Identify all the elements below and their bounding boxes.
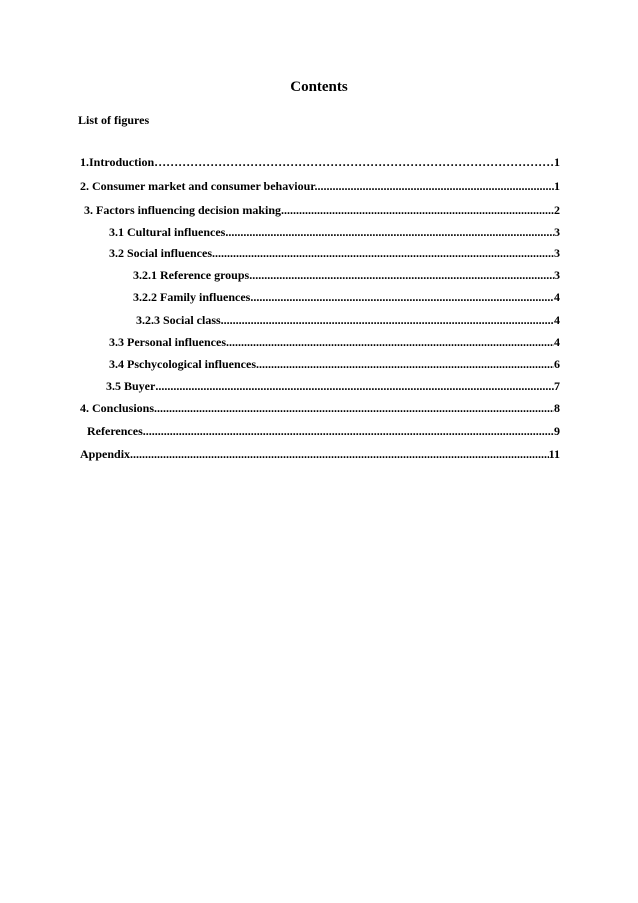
toc-entry-social-class[interactable] [136, 313, 560, 328]
toc-entry-label: 3.1 Cultural influences [109, 225, 226, 239]
toc-entry-factors[interactable] [84, 203, 560, 218]
toc-entry-psychological-influences[interactable] [109, 357, 560, 372]
toc-leader-dots [226, 335, 554, 350]
toc-entry-label: 3.5 Buyer [106, 379, 156, 393]
toc-leader-dots [281, 203, 554, 218]
toc-page-number: 9 [554, 424, 560, 438]
toc-leader-dots [143, 424, 554, 439]
toc-entry-label: 4. Conclusions [80, 401, 155, 415]
toc-leader-dots [256, 357, 554, 372]
toc-entry-label: 3.3 Personal influences [109, 335, 226, 349]
list-of-figures-heading[interactable]: List of figures [78, 113, 150, 127]
toc-leader-dots [130, 447, 549, 462]
toc-entry-reference-groups[interactable] [133, 268, 560, 283]
toc-entry-personal-influences[interactable] [109, 335, 560, 350]
toc-page-number: 2 [554, 203, 560, 217]
toc-leader-dots [212, 246, 554, 261]
toc-entry-label: 3.4 Pschycological influences [109, 357, 256, 371]
toc-leader-dots [317, 179, 554, 194]
toc-page-number: 4 [554, 335, 560, 349]
toc-leader-dots [249, 268, 554, 283]
toc-leader-dots [154, 155, 554, 170]
toc-page-number: 8 [554, 401, 560, 415]
toc-entry-consumer-market[interactable] [80, 179, 560, 194]
toc-page-number: 6 [554, 357, 560, 371]
toc-entry-social-influences[interactable] [109, 246, 560, 261]
toc-entry-introduction[interactable] [80, 155, 560, 170]
toc-page-number: 7 [554, 379, 560, 393]
toc-entry-label: 3.2 Social influences [109, 246, 213, 260]
toc-entry-family-influences[interactable] [133, 290, 560, 305]
toc-leader-dots [224, 313, 554, 328]
toc-page-number: 11 [548, 447, 560, 461]
toc-entry-label: Appendix [80, 447, 131, 461]
toc-page-number: 1 [554, 155, 560, 169]
toc-leader-dots [225, 225, 554, 240]
toc-entry-conclusions[interactable] [80, 401, 560, 416]
toc-entry-label: 3. Factors influencing decision making [84, 203, 282, 217]
toc-entry-buyer[interactable] [106, 379, 560, 394]
page-title: Contents [290, 79, 348, 95]
toc-page-number: 3 [554, 246, 560, 260]
toc-entry-appendix[interactable] [80, 447, 560, 462]
toc-page-number: 3 [554, 225, 560, 239]
toc-leader-dots [250, 290, 554, 305]
toc-entry-references[interactable] [87, 424, 560, 439]
toc-page-number: 4 [554, 290, 560, 304]
toc-entry-label: 2. Consumer market and consumer behaviour. [80, 179, 318, 193]
toc-leader-dots [154, 401, 554, 416]
toc-entry-label: References [87, 424, 143, 438]
toc-entry-label: 1.Introduction [80, 155, 155, 169]
toc-page-number: 4 [554, 313, 560, 327]
toc-entry-label: 3.2.3 Social class. [136, 313, 224, 327]
toc-page-number: 1 [554, 179, 560, 193]
toc-leader-dots [155, 379, 554, 394]
toc-entry-label: 3.2.1 Reference groups [133, 268, 250, 282]
toc-entry-label: 3.2.2 Family influences [133, 290, 251, 304]
toc-page-number: 3 [554, 268, 560, 282]
toc-entry-cultural-influences[interactable] [109, 225, 560, 240]
